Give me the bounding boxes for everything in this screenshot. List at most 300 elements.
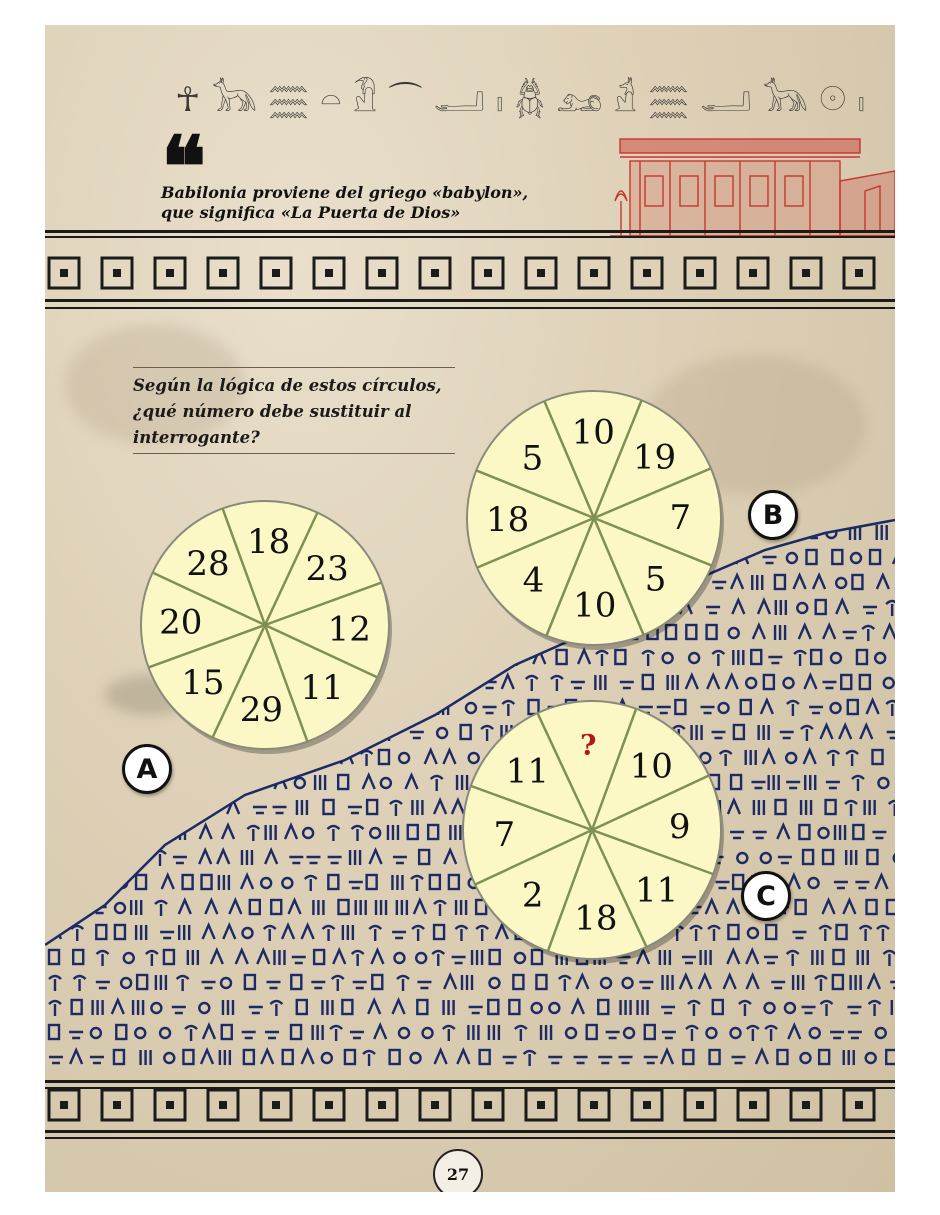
hieroglyph-mark xyxy=(122,576,134,591)
hieroglyph-icon: ⌒ xyxy=(388,80,423,120)
hieroglyph-mark xyxy=(202,875,212,889)
hieroglyph-mark xyxy=(282,878,292,888)
quote-mark-icon: ❝ xyxy=(161,117,207,216)
hieroglyph-mark xyxy=(515,1026,527,1041)
hieroglyph-mark xyxy=(587,1025,597,1039)
hieroglyph-mark xyxy=(769,775,779,790)
hieroglyph-mark xyxy=(229,900,241,914)
puzzle-question xyxy=(133,373,455,451)
hieroglyph-mark xyxy=(451,628,461,638)
hieroglyph-mark xyxy=(111,675,121,689)
hieroglyph-mark xyxy=(862,626,874,641)
hieroglyph-mark xyxy=(578,650,590,664)
hieroglyph-mark xyxy=(683,1050,693,1064)
hieroglyph-mark xyxy=(775,625,785,640)
hieroglyph-mark xyxy=(156,825,166,840)
hieroglyph-mark xyxy=(765,1026,777,1041)
hieroglyph-mark xyxy=(574,1057,588,1063)
hieroglyph-mark xyxy=(299,757,313,763)
wheel-value: 2 xyxy=(521,875,544,916)
hieroglyph-mark xyxy=(831,703,841,713)
hieroglyph-mark xyxy=(219,875,229,890)
page-number: 27 xyxy=(433,1149,483,1192)
hieroglyph-mark xyxy=(430,875,440,889)
hieroglyph-mark xyxy=(413,600,423,615)
hieroglyph-mark xyxy=(302,1050,314,1064)
hieroglyph-mark xyxy=(333,950,345,964)
hieroglyph-mark xyxy=(431,776,443,791)
hieroglyph-mark xyxy=(866,1053,876,1063)
hieroglyph-mark xyxy=(199,850,211,864)
hieroglyph-mark xyxy=(49,625,61,639)
hieroglyph-mark xyxy=(412,800,422,815)
hieroglyph-mark xyxy=(756,1050,768,1064)
hieroglyph-mark xyxy=(869,1001,881,1016)
wheel-value: 18 xyxy=(247,521,291,562)
hieroglyph-mark xyxy=(172,1007,186,1013)
hieroglyph-mark xyxy=(462,975,472,990)
hieroglyph-mark xyxy=(761,700,773,714)
hieroglyph-mark xyxy=(867,850,877,864)
hieroglyph-mark xyxy=(343,925,353,940)
hieroglyph-mark xyxy=(179,803,189,813)
hieroglyph-mark xyxy=(374,1025,386,1039)
hieroglyph-mark xyxy=(278,753,288,763)
hieroglyph-mark xyxy=(730,832,744,838)
hieroglyph-mark xyxy=(392,932,406,938)
hieroglyph-mark xyxy=(223,1000,233,1015)
hieroglyph-mark xyxy=(731,575,743,589)
hieroglyph-mark xyxy=(706,1028,716,1038)
wheel-value: 10 xyxy=(573,585,617,626)
hieroglyph-mark xyxy=(173,857,187,863)
hieroglyph-mark xyxy=(488,1000,498,1014)
hieroglyph-mark xyxy=(598,1000,608,1014)
hieroglyph-mark xyxy=(203,1025,215,1039)
hieroglyph-mark xyxy=(461,650,473,664)
hieroglyph-mark xyxy=(96,925,106,939)
hieroglyph-mark xyxy=(393,857,407,863)
hieroglyph-mark xyxy=(49,700,59,714)
hieroglyph-mark xyxy=(434,925,444,939)
hieroglyph-mark xyxy=(620,682,634,688)
hieroglyph-mark xyxy=(222,1025,232,1039)
hieroglyph-mark xyxy=(848,1032,862,1038)
hieroglyph-mark xyxy=(811,650,821,664)
hieroglyph-mark xyxy=(737,853,747,863)
hieroglyph-mark xyxy=(49,750,59,764)
hieroglyph-mark xyxy=(857,650,867,664)
hieroglyph-mark xyxy=(93,750,103,764)
hieroglyph-mark xyxy=(662,1032,676,1038)
number-wheel-a xyxy=(137,497,393,753)
hieroglyph-mark xyxy=(49,525,61,539)
hieroglyph-mark xyxy=(663,975,673,990)
hieroglyph-mark xyxy=(868,975,880,989)
hieroglyph-mark xyxy=(49,600,59,615)
hieroglyph-mark xyxy=(419,850,429,864)
hieroglyph-mark xyxy=(395,603,405,613)
hieroglyph-mark xyxy=(443,1026,455,1041)
hieroglyph-mark xyxy=(399,753,409,763)
hieroglyph-mark xyxy=(350,850,360,865)
question-rule xyxy=(133,453,455,454)
hieroglyph-mark xyxy=(846,850,856,865)
question-line: interrogante? xyxy=(133,428,260,447)
hieroglyph-mark xyxy=(123,728,133,738)
hieroglyph-mark xyxy=(95,775,105,789)
hieroglyph-mark xyxy=(202,982,216,988)
hieroglyph-mark xyxy=(877,575,889,589)
hieroglyph-mark xyxy=(815,976,827,991)
hieroglyph-mark xyxy=(480,1050,490,1064)
hieroglyph-mark xyxy=(411,876,423,891)
hieroglyph-mark xyxy=(734,725,744,739)
hieroglyph-mark xyxy=(748,928,758,938)
hieroglyph-mark xyxy=(799,825,809,839)
hieroglyph-mark xyxy=(816,600,826,614)
hieroglyph-mark xyxy=(133,850,145,864)
hieroglyph-mark xyxy=(110,800,120,814)
hieroglyph-mark xyxy=(376,900,386,915)
hieroglyph-mark xyxy=(870,550,880,564)
hieroglyph-mark xyxy=(283,1050,293,1064)
hieroglyph-mark xyxy=(434,901,446,916)
hieroglyph-mark xyxy=(753,832,767,838)
hieroglyph-mark xyxy=(559,976,571,991)
quote-line: que significa «La Puerta de Dios» xyxy=(161,203,461,222)
hieroglyph-mark xyxy=(91,525,103,539)
hieroglyph-mark xyxy=(615,650,625,664)
hieroglyph-mark xyxy=(393,678,403,688)
hieroglyph-mark xyxy=(71,650,83,664)
hieroglyph-mark xyxy=(415,700,425,714)
hieroglyph-mark xyxy=(803,850,813,864)
hieroglyph-mark xyxy=(49,1025,59,1039)
hieroglyph-mark xyxy=(322,1000,332,1015)
hieroglyph-mark xyxy=(852,575,862,589)
hieroglyph-mark xyxy=(759,725,769,740)
hieroglyph-mark xyxy=(111,553,121,563)
wheel-value: 11 xyxy=(635,870,679,911)
hieroglyph-mark xyxy=(116,851,128,866)
hieroglyph-mark xyxy=(823,900,835,914)
hieroglyph-icon: 𓁢 xyxy=(613,80,637,120)
hieroglyph-icon: 𓂝 xyxy=(433,80,485,120)
hieroglyph-mark xyxy=(804,675,816,689)
hieroglyph-mark xyxy=(381,778,391,788)
hieroglyph-mark xyxy=(778,857,792,863)
hieroglyph-mark xyxy=(416,525,428,539)
hieroglyph-mark xyxy=(780,732,794,738)
hieroglyph-mark xyxy=(423,1028,433,1038)
hieroglyph-mark xyxy=(875,875,887,889)
hieroglyph-icon: 𓈗 xyxy=(268,80,309,120)
hieroglyph-mark xyxy=(794,651,806,666)
hieroglyph-mark xyxy=(883,951,895,966)
hieroglyph-mark xyxy=(399,1028,409,1038)
hieroglyph-icon: 𓂝 xyxy=(700,80,752,120)
hieroglyph-mark xyxy=(271,900,281,914)
hieroglyph-mark xyxy=(356,900,366,915)
quote-line: Babilonia proviene del griego «babylon», xyxy=(161,183,529,202)
hieroglyph-mark xyxy=(361,751,373,766)
hieroglyph-mark xyxy=(807,550,817,564)
hieroglyph-mark xyxy=(161,800,171,814)
hieroglyph-mark xyxy=(809,878,819,888)
hieroglyph-mark xyxy=(661,1050,673,1064)
hieroglyph-mark xyxy=(338,900,348,914)
hieroglyph-mark xyxy=(211,950,223,964)
hieroglyph-mark xyxy=(805,775,815,790)
hieroglyph-mark xyxy=(352,951,364,966)
pattern-square-dot xyxy=(484,1101,492,1109)
pattern-square-dot xyxy=(590,1101,598,1109)
puzzle-page xyxy=(45,25,895,1192)
hieroglyph-mark xyxy=(369,926,381,941)
hieroglyph-mark xyxy=(396,653,406,663)
hieroglyph-mark xyxy=(686,675,698,689)
hieroglyph-mark xyxy=(289,900,301,914)
hieroglyph-mark xyxy=(777,1050,787,1064)
hieroglyph-mark xyxy=(115,925,125,939)
hieroglyph-mark xyxy=(151,1003,161,1013)
hieroglyph-mark xyxy=(291,975,301,989)
hieroglyph-mark xyxy=(848,700,858,714)
hieroglyph-mark xyxy=(242,850,252,865)
hieroglyph-mark xyxy=(137,975,147,989)
hieroglyph-mark xyxy=(503,1057,517,1063)
wheel-value: 11 xyxy=(505,751,549,792)
border-rule xyxy=(45,1130,895,1133)
hieroglyph-mark xyxy=(49,800,59,815)
hieroglyph-mark xyxy=(800,1053,810,1063)
hieroglyph-mark xyxy=(264,926,276,941)
hieroglyph-mark xyxy=(435,1050,447,1064)
hieroglyph-mark xyxy=(747,975,759,989)
hieroglyph-mark xyxy=(887,900,895,914)
hieroglyph-mark xyxy=(188,950,198,965)
hieroglyph-mark xyxy=(549,1003,559,1013)
hieroglyph-mark xyxy=(322,1053,332,1063)
hieroglyph-mark xyxy=(49,676,61,691)
hieroglyph-mark xyxy=(71,850,81,864)
hieroglyph-mark xyxy=(436,607,450,613)
hieroglyph-mark xyxy=(397,900,407,915)
hieroglyph-mark xyxy=(74,750,84,765)
hieroglyph-mark xyxy=(713,1000,723,1014)
hieroglyph-mark xyxy=(489,978,499,988)
hieroglyph-mark xyxy=(837,925,847,939)
hieroglyph-mark xyxy=(215,751,227,766)
hieroglyph-mark xyxy=(313,900,323,915)
pattern-square-dot xyxy=(219,1101,227,1109)
hieroglyph-mark xyxy=(91,832,105,838)
hieroglyph-icon: 𓇳 xyxy=(819,80,847,120)
hieroglyph-mark xyxy=(776,800,786,814)
hieroglyph-mark xyxy=(509,1000,519,1014)
question-line: ¿qué número debe sustituir al xyxy=(133,402,412,421)
hieroglyph-mark xyxy=(217,850,229,864)
hieroglyph-mark xyxy=(323,753,333,763)
hieroglyph-mark xyxy=(69,900,79,914)
hieroglyph-mark xyxy=(183,1050,193,1064)
hieroglyph-mark xyxy=(156,975,166,990)
hieroglyph-mark xyxy=(764,675,774,689)
hieroglyph-mark xyxy=(221,978,231,988)
hieroglyph-mark xyxy=(809,707,823,713)
hieroglyph-mark xyxy=(72,775,82,789)
hieroglyph-mark xyxy=(469,1007,483,1013)
hieroglyph-mark xyxy=(890,982,895,988)
hieroglyph-mark xyxy=(727,950,739,964)
hieroglyph-mark xyxy=(412,926,424,941)
hieroglyph-mark xyxy=(623,978,633,988)
hieroglyph-mark xyxy=(274,950,284,965)
hieroglyph-mark xyxy=(468,1025,478,1040)
hieroglyph-mark xyxy=(70,1050,82,1064)
hieroglyph-mark xyxy=(751,650,761,664)
hieroglyph-mark xyxy=(345,1050,355,1064)
hieroglyph-mark xyxy=(110,626,122,641)
wheel-value: 29 xyxy=(239,690,283,731)
wheel-value: 18 xyxy=(486,499,530,540)
hieroglyph-mark xyxy=(49,976,61,991)
hieroglyph-icon: 𓈗 xyxy=(648,80,689,120)
hieroglyph-mark xyxy=(273,807,287,813)
hieroglyph-mark xyxy=(877,926,889,941)
hieroglyph-mark xyxy=(198,775,208,789)
hieroglyph-mark xyxy=(135,1028,145,1038)
hieroglyph-mark xyxy=(96,575,106,589)
hieroglyph-mark xyxy=(823,850,833,864)
hieroglyph-mark xyxy=(179,925,189,940)
hieroglyph-mark xyxy=(595,675,605,690)
hieroglyph-mark xyxy=(410,732,424,738)
hieroglyph-mark xyxy=(96,726,108,741)
hieroglyph-mark xyxy=(621,1000,631,1015)
hieroglyph-mark xyxy=(404,576,416,591)
hieroglyph-icon: 𓏏 xyxy=(320,80,342,120)
hieroglyph-mark xyxy=(449,875,459,889)
hieroglyph-mark xyxy=(372,975,382,989)
hieroglyph-mark xyxy=(875,653,885,663)
hieroglyph-mark xyxy=(115,825,125,839)
hieroglyph-mark xyxy=(776,600,786,615)
wheel-value: 18 xyxy=(574,898,618,939)
hieroglyph-mark xyxy=(138,803,148,813)
hieroglyph-mark xyxy=(297,800,307,815)
hieroglyph-mark xyxy=(49,1001,61,1016)
hieroglyph-mark xyxy=(181,775,193,789)
hieroglyph-mark xyxy=(49,782,63,788)
hieroglyph-mark xyxy=(72,1000,82,1014)
hieroglyph-mark xyxy=(86,600,98,614)
pattern-square-dot xyxy=(802,1101,810,1109)
hieroglyph-mark xyxy=(363,1051,375,1066)
pattern-square-dot xyxy=(537,1101,545,1109)
hieroglyph-mark xyxy=(884,678,894,688)
hieroglyph-mark xyxy=(526,676,538,691)
pattern-square-dot xyxy=(749,1101,757,1109)
hieroglyph-mark xyxy=(199,1003,209,1013)
hieroglyph-mark xyxy=(686,1026,698,1041)
hieroglyph-mark xyxy=(571,682,585,688)
hieroglyph-mark xyxy=(624,1028,634,1038)
hieroglyph-mark xyxy=(787,701,799,716)
hieroglyph-icon: 𓆣 xyxy=(514,80,545,120)
hieroglyph-mark xyxy=(872,832,886,838)
hieroglyph-mark xyxy=(437,678,447,688)
hieroglyph-mark xyxy=(116,1025,126,1039)
pattern-square-dot xyxy=(431,1101,439,1109)
hieroglyph-mark xyxy=(536,975,546,989)
hieroglyph-mark xyxy=(415,650,425,665)
hieroglyph-mark xyxy=(606,1032,620,1038)
wheel-label-b: B xyxy=(748,490,798,540)
hieroglyph-mark xyxy=(90,657,104,663)
hieroglyph-mark xyxy=(73,832,87,838)
wheel-value: 20 xyxy=(159,602,203,643)
wheel-graphic xyxy=(463,387,725,649)
hieroglyph-mark xyxy=(220,1050,230,1065)
hieroglyph-mark xyxy=(49,950,59,964)
hieroglyph-mark xyxy=(136,875,146,889)
hieroglyph-mark xyxy=(731,775,741,789)
hieroglyph-mark xyxy=(73,950,83,964)
hieroglyph-mark xyxy=(788,875,800,889)
hieroglyph-mark xyxy=(728,800,740,814)
hieroglyph-mark xyxy=(285,825,297,839)
hieroglyph-mark xyxy=(596,651,608,666)
hieroglyph-mark xyxy=(819,828,829,838)
hieroglyph-mark xyxy=(363,775,375,789)
hieroglyph-mark xyxy=(223,925,235,939)
hieroglyph-mark xyxy=(90,857,104,863)
wheel-label-c: C xyxy=(741,871,791,921)
hieroglyph-mark xyxy=(878,778,888,788)
hieroglyph-mark xyxy=(753,625,765,639)
wheel-value: 9 xyxy=(668,807,691,848)
hieroglyph-mark xyxy=(99,700,111,714)
hieroglyph-mark xyxy=(733,650,743,665)
wheel-label-a: A xyxy=(122,744,172,794)
hieroglyph-mark xyxy=(787,553,797,563)
hieroglyph-mark xyxy=(502,675,514,689)
hieroglyph-mark xyxy=(328,875,338,889)
hieroglyph-mark xyxy=(324,800,334,814)
hieroglyph-mark xyxy=(785,1003,795,1013)
hieroglyph-mark xyxy=(201,1050,213,1064)
hieroglyph-mark xyxy=(162,875,174,889)
hieroglyph-mark xyxy=(754,800,764,815)
wheel-value: 5 xyxy=(644,559,667,600)
hieroglyph-mark xyxy=(397,976,409,991)
hieroglyph-mark xyxy=(242,1032,256,1038)
hieroglyph-mark xyxy=(752,575,762,590)
hieroglyph-mark xyxy=(367,800,377,814)
hieroglyph-mark xyxy=(368,1000,380,1014)
wheel-value: 10 xyxy=(629,746,673,787)
hieroglyph-mark xyxy=(370,850,382,864)
hieroglyph-mark xyxy=(164,950,174,964)
hieroglyph-mark xyxy=(121,978,131,988)
hieroglyph-mark xyxy=(877,525,887,540)
hieroglyph-mark xyxy=(639,982,653,988)
hieroglyph-mark xyxy=(91,1028,101,1038)
hieroglyph-mark xyxy=(295,778,305,788)
hieroglyph-mark xyxy=(566,1028,576,1038)
